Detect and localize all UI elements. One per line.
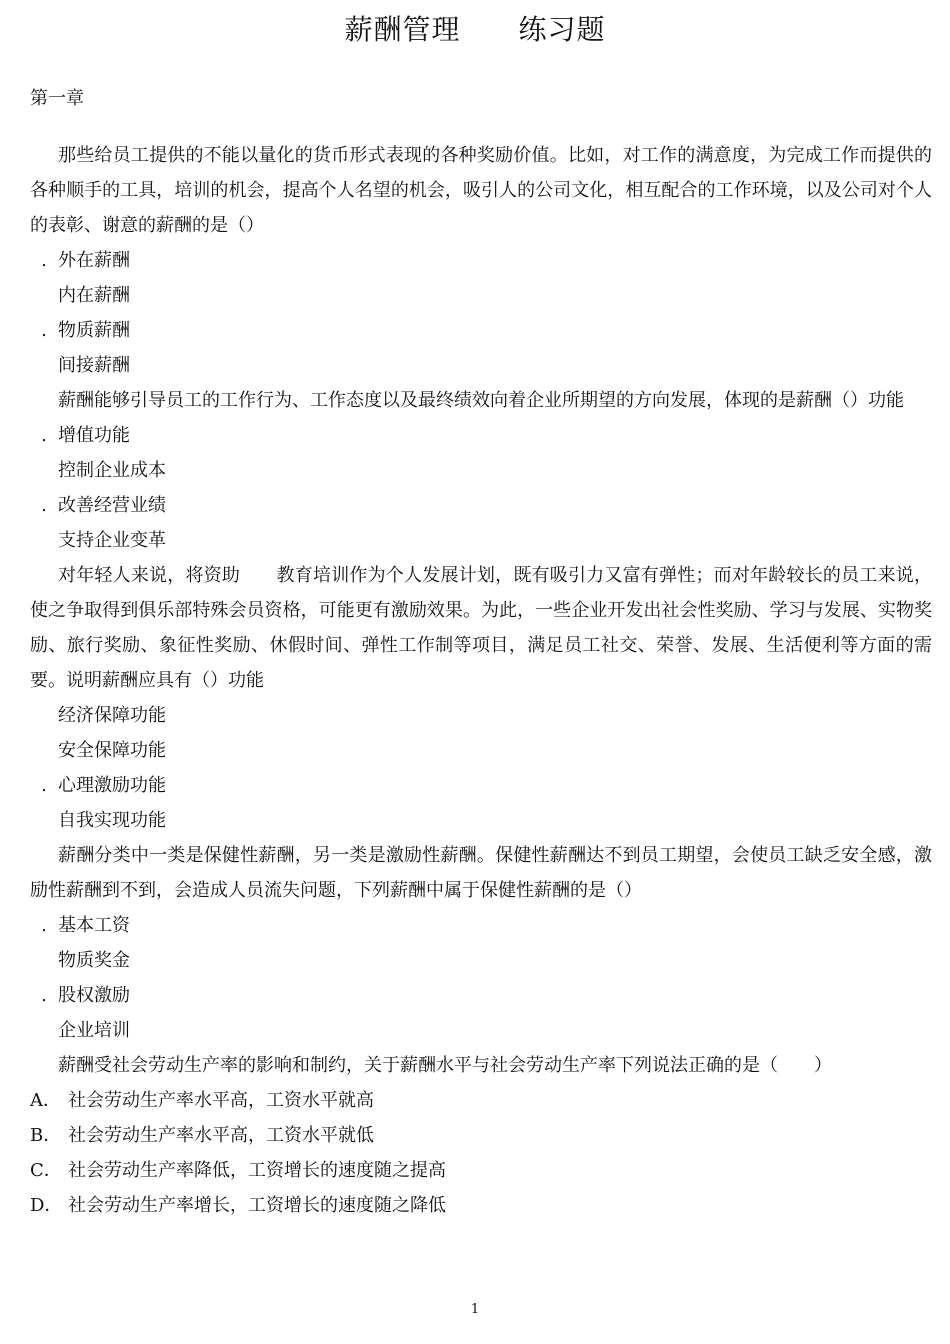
answer-option: [30, 908, 932, 943]
question-block: [30, 138, 932, 383]
option-text: 间接薪酬: [58, 355, 130, 376]
option-marker: C．: [30, 1160, 62, 1181]
answer-option: [30, 803, 932, 838]
answer-option: [30, 698, 932, 733]
option-marker: .: [41, 985, 47, 1006]
option-text: 增值功能: [58, 425, 130, 446]
question-block: [30, 383, 932, 558]
answer-option: [30, 733, 932, 768]
question-block: [30, 558, 932, 838]
answer-option: [30, 943, 932, 978]
option-marker: A．: [30, 1090, 61, 1111]
question-block: [30, 1048, 932, 1223]
answer-option: [30, 348, 932, 383]
option-text: 企业培训: [58, 1020, 130, 1041]
answer-option: [30, 1153, 932, 1188]
option-marker: .: [41, 320, 47, 341]
page-number: 1: [470, 1302, 480, 1317]
option-marker: .: [41, 775, 47, 796]
option-text: 社会劳动生产率水平高，工资水平就高: [68, 1090, 374, 1111]
option-marker: B．: [30, 1125, 62, 1146]
answer-option: [30, 278, 932, 313]
option-text: 外在薪酬: [58, 250, 130, 271]
question-stem: 那些给员工提供的不能以量化的货币形式表现的各种奖励价值。比如，对工作的满意度，为完成工作而提供的各种顺手的工具，培训的机会，提高个人名望的机会，吸引人的公司文化，相互配合的工作环境，以及公司对个人的表彰、谢意的薪酬的是（）: [30, 145, 932, 236]
question-list: [30, 138, 932, 1223]
answer-option: [30, 1118, 932, 1153]
question-block: [30, 838, 932, 1048]
answer-option: [30, 243, 932, 278]
option-text: 基本工资: [58, 915, 130, 936]
question-stem: 对年轻人来说，将资助 教育培训作为个人发展计划，既有吸引力又富有弹性；而对年龄较长的员工来说，使之争取得到俱乐部特殊会员资格，可能更有激励效果。为此，一些企业开发出社会性奖励、学习与发展、实物奖励、旅行奖励、象征性奖励、休假时间、弹性工作制等项目，满足员工社交、荣誉、发展、生活便利等方面的需要。说明薪酬应具有（）功能: [30, 565, 932, 691]
option-text: 自我实现功能: [58, 810, 166, 831]
option-text: 改善经营业绩: [58, 495, 166, 516]
option-text: 物质奖金: [58, 950, 130, 971]
option-marker: .: [41, 425, 47, 446]
answer-option: [30, 453, 932, 488]
option-text: 支持企业变革: [58, 530, 166, 551]
option-text: 社会劳动生产率水平高，工资水平就低: [68, 1125, 374, 1146]
option-marker: .: [41, 915, 47, 936]
answer-option: [30, 978, 932, 1013]
option-text: 安全保障功能: [58, 740, 166, 761]
answer-option: [30, 1188, 932, 1223]
option-text: 内在薪酬: [58, 285, 130, 306]
option-text: 心理激励功能: [58, 775, 166, 796]
option-text: 社会劳动生产率降低，工资增长的速度随之提高: [68, 1160, 446, 1181]
option-marker: .: [41, 250, 47, 271]
question-stem: 薪酬受社会劳动生产率的影响和制约，关于薪酬水平与社会劳动生产率下列说法正确的是（ ）: [58, 1055, 832, 1076]
option-text: 控制企业成本: [58, 460, 166, 481]
option-text: 社会劳动生产率增长，工资增长的速度随之降低: [68, 1195, 446, 1216]
option-marker: D．: [30, 1195, 63, 1216]
answer-option: [30, 313, 932, 348]
option-text: 经济保障功能: [58, 705, 166, 726]
option-text: 股权激励: [58, 985, 130, 1006]
answer-option: [30, 523, 932, 558]
question-stem: 薪酬能够引导员工的工作行为、工作态度以及最终绩效向着企业所期望的方向发展，体现的是薪酬（）功能: [58, 390, 904, 411]
document-title: 薪酬管理 练习题: [344, 13, 606, 46]
option-marker: .: [41, 495, 47, 516]
answer-option: [30, 768, 932, 803]
answer-option: [30, 1083, 932, 1118]
answer-option: [30, 1013, 932, 1048]
option-text: 物质薪酬: [58, 320, 130, 341]
answer-option: [30, 488, 932, 523]
chapter-heading: 第一章: [30, 88, 84, 109]
answer-option: [30, 418, 932, 453]
question-stem: 薪酬分类中一类是保健性薪酬，另一类是激励性薪酬。保健性薪酬达不到员工期望，会使员工缺乏安全感，激励性薪酬到不到，会造成人员流失问题，下列薪酬中属于保健性薪酬的是（）: [30, 845, 932, 901]
